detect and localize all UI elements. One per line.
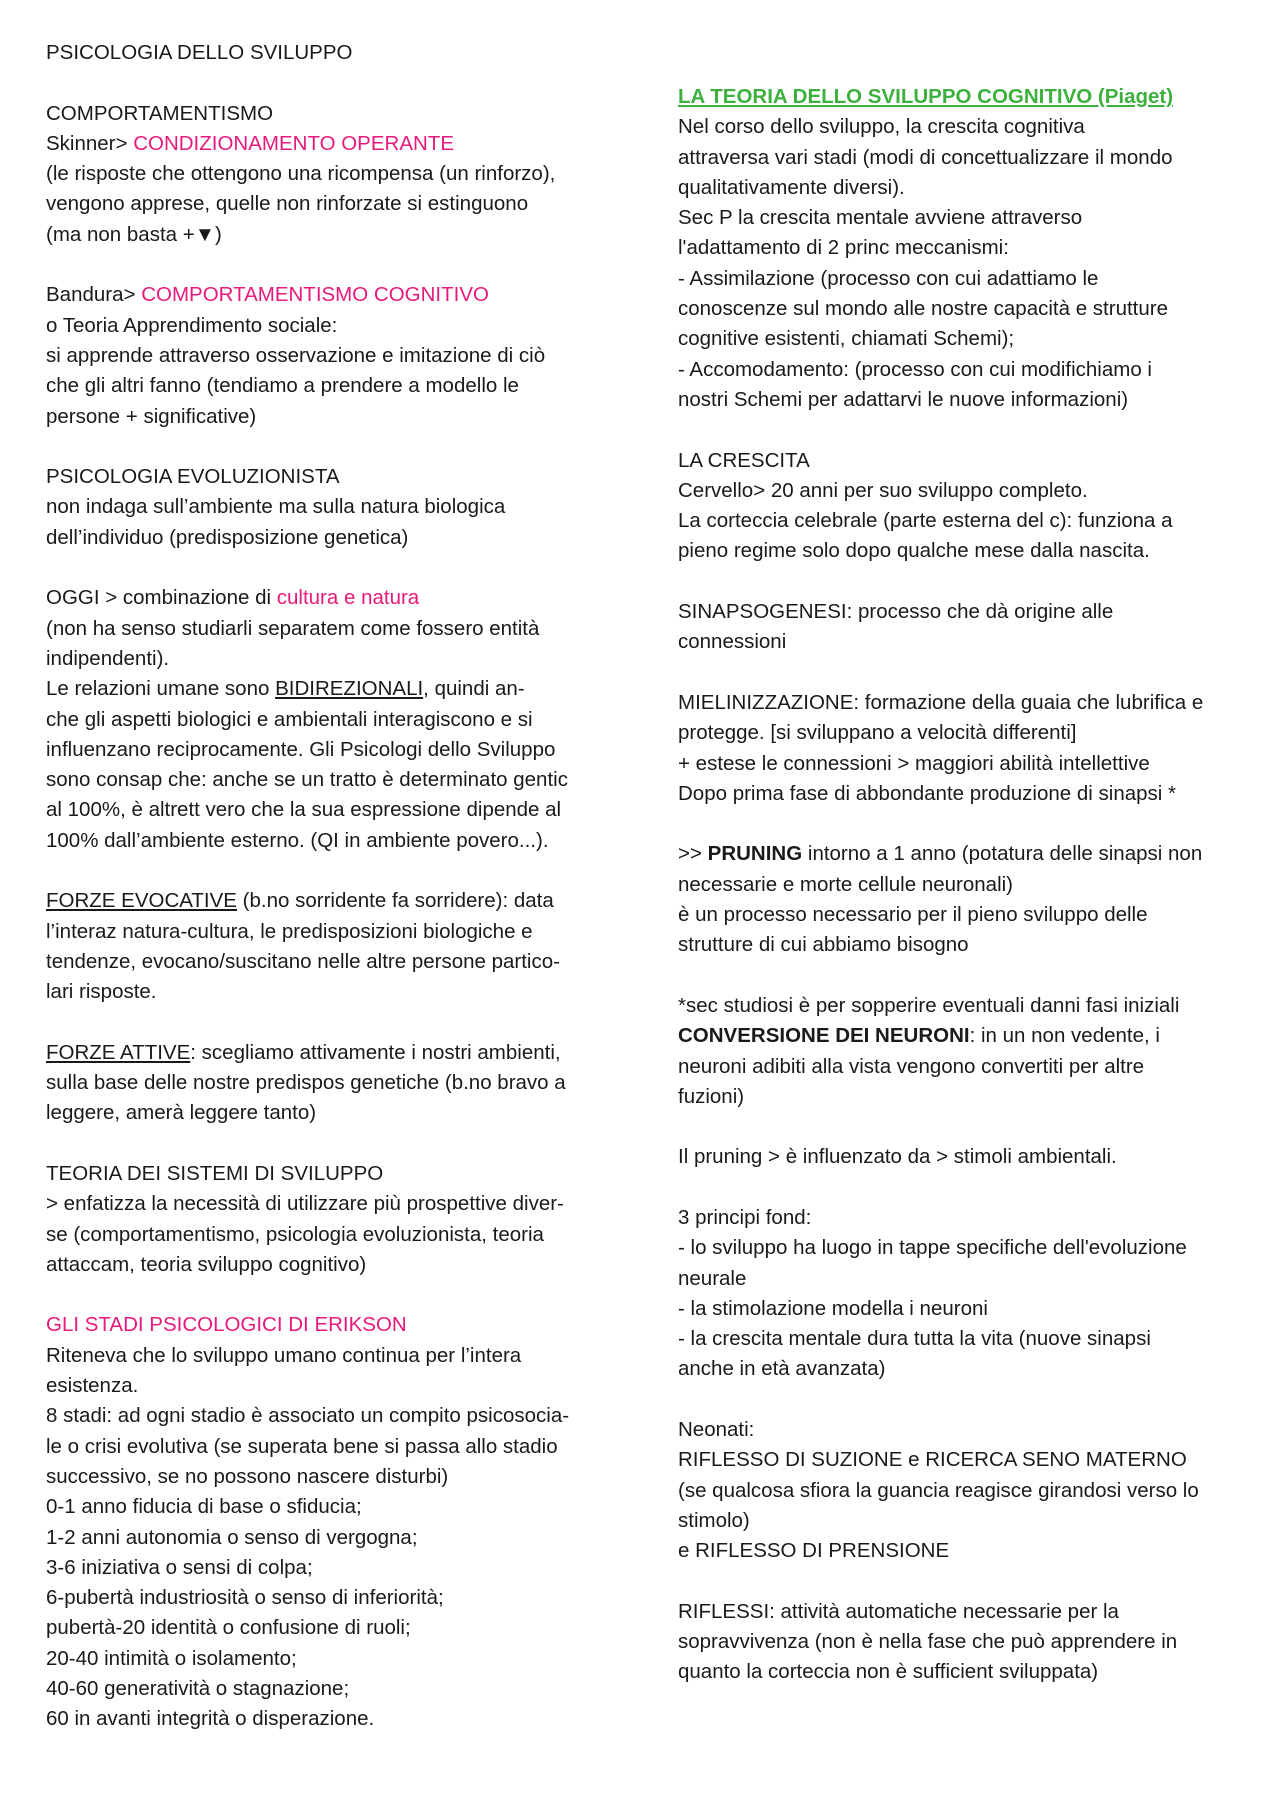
text-line: che gli aspetti biologici e ambientali interagiscono e si: [46, 707, 533, 731]
text-line: vengono apprese, quelle non rinforzate si estinguono: [46, 192, 529, 216]
text-line: Neonati:: [678, 1418, 755, 1442]
text-line: Sec P la crescita mentale avviene attraverso: [678, 206, 1083, 230]
text-line: necessarie e morte cellule neuronali): [678, 872, 1014, 896]
text-line: non indaga sull’ambiente ma sulla natura biologica: [46, 495, 506, 519]
text-line: lari risposte.: [46, 980, 157, 1004]
text-line: - Assimilazione (processo con cui adattiamo le: [678, 266, 1099, 290]
erikson-heading: GLI STADI PSICOLOGICI DI ERIKSON: [46, 1313, 407, 1337]
text-line: neurale: [678, 1266, 747, 1290]
piaget-heading: LA TEORIA DELLO SVILUPPO COGNITIVO (Piaget): [678, 85, 1174, 108]
text-line: connessioni: [678, 630, 787, 654]
text-line: pubertà-20 identità o confusione di ruoli;: [46, 1616, 411, 1640]
text-line: (se qualcosa sfiora la guancia reagisce girandosi verso lo: [678, 1478, 1199, 1502]
text-line: 60 in avanti integrità o disperazione.: [46, 1707, 375, 1731]
text-line: - la crescita mentale dura tutta la vita (nuove sinapsi: [678, 1327, 1151, 1351]
text-line: leggere, amerà leggere tanto): [46, 1101, 317, 1125]
text-line: 100% dall’ambiente esterno. (QI in ambiente povero...).: [46, 828, 549, 852]
text-line: 3-6 iniziativa o sensi di colpa;: [46, 1555, 313, 1579]
text-line: neuroni adibiti alla vista vengono convertiti per altre: [678, 1054, 1145, 1078]
evolutionary-heading: PSICOLOGIA EVOLUZIONISTA: [46, 465, 340, 489]
text-line: sulla base delle nostre predispos genetiche (b.no bravo a: [46, 1071, 566, 1095]
text-line: - lo sviluppo ha luogo in tappe specifiche dell'evoluzione: [678, 1236, 1187, 1260]
behaviorism-heading: COMPORTAMENTISMO: [46, 101, 274, 125]
text-line: 6-pubertà industriosità o senso di inferiorità;: [46, 1586, 444, 1610]
text-line: Cervello> 20 anni per suo sviluppo completo.: [678, 478, 1088, 502]
text-line: Nel corso dello sviluppo, la crescita cognitiva: [678, 115, 1085, 139]
text-line: + estese le connessioni > maggiori abilità intellettive: [678, 751, 1150, 775]
text-line: dell’individuo (predisposizione genetica): [46, 525, 409, 549]
text-line: al 100%, è altrett vero che la sua espressione dipende al: [46, 798, 562, 822]
text-line: qualitativamente diversi).: [678, 175, 905, 199]
text-line: strutture di cui abbiamo bisogno: [678, 933, 969, 957]
text-line: Il pruning > è influenzato da > stimoli ambientali.: [678, 1145, 1117, 1169]
neuron-conversion-term: CONVERSIONE DEI NEURONI: [678, 1024, 970, 1048]
today-line: OGGI > combinazione di cultura e natura: [46, 586, 420, 610]
text-line: (non ha senso studiarli separatem come fossero entità: [46, 616, 540, 640]
text-line: attraversa vari stadi (modi di concettualizzare il mondo: [678, 145, 1173, 169]
text-line: 3 principi fond:: [678, 1205, 812, 1229]
text-line: stimolo): [678, 1508, 750, 1532]
text-line: attaccam, teoria sviluppo cognitivo): [46, 1252, 367, 1276]
text-line: o Teoria Apprendimento sociale:: [46, 313, 338, 337]
text-line: e RIFLESSO DI PRENSIONE: [678, 1539, 950, 1563]
text-line: indipendenti).: [46, 646, 170, 670]
evocative-line: FORZE EVOCATIVE (b.no sorridente fa sorridere): data: [46, 889, 554, 913]
text-line: sopravvivenza (non è nella fase che può apprendere in: [678, 1630, 1178, 1654]
bidirectional-line: Le relazioni umane sono BIDIREZIONALI, quindi an-: [46, 677, 525, 701]
text-line: sono consap che: anche se un tratto è determinato gentic: [46, 768, 568, 792]
active-line: FORZE ATTIVE: scegliamo attivamente i nostri ambienti,: [46, 1040, 561, 1064]
text-line: tendenze, evocano/suscitano nelle altre persone partico-: [46, 949, 560, 973]
text-line: 1-2 anni autonomia o senso di vergogna;: [46, 1525, 418, 1549]
pruning-term: PRUNING: [707, 842, 803, 866]
text-line: anche in età avanzata): [678, 1357, 886, 1381]
systems-heading: TEORIA DEI SISTEMI DI SVILUPPO: [46, 1161, 384, 1185]
bidirectional-term: BIDIREZIONALI: [275, 677, 424, 701]
text-line: nostri Schemi per adattarvi le nuove informazioni): [678, 387, 1129, 411]
text-line: protegge. [si sviluppano a velocità differenti]: [678, 721, 1077, 745]
pruning-line: >> PRUNING intorno a 1 anno (potatura delle sinapsi non: [678, 842, 1203, 866]
operant-conditioning-term: CONDIZIONAMENTO OPERANTE: [133, 131, 455, 155]
active-forces-term: FORZE ATTIVE: [46, 1040, 191, 1064]
text-line: (ma non basta +▼): [46, 222, 222, 246]
text-line: > enfatizza la necessità di utilizzare più prospettive diver-: [46, 1192, 564, 1216]
text-line: persone + significative): [46, 404, 257, 428]
text-line: RIFLESSI: attività automatiche necessarie per la: [678, 1599, 1119, 1623]
document-title: PSICOLOGIA DELLO SVILUPPO: [46, 41, 353, 64]
text-line: che gli altri fanno (tendiamo a prendere a modello le: [46, 374, 519, 398]
text-line: si apprende attraverso osservazione e imitazione di ciò: [46, 343, 546, 367]
text-line: pieno regime solo dopo qualche mese dalla nascita.: [678, 539, 1150, 563]
text-line: successivo, se no possono nascere disturbi): [46, 1464, 449, 1488]
text-line: fuzioni): [678, 1084, 745, 1108]
text-line: 8 stadi: ad ogni stadio è associato un compito psicosocia-: [46, 1404, 570, 1428]
text-line: le o crisi evolutiva (se superata bene si passa allo stadio: [46, 1434, 558, 1458]
text-line: esistenza.: [46, 1374, 139, 1398]
skinner-line: Skinner> CONDIZIONAMENTO OPERANTE: [46, 131, 455, 155]
text-line: Dopo prima fase di abbondante produzione di sinapsi *: [678, 781, 1177, 805]
conversion-line: CONVERSIONE DEI NEURONI: in un non vedente, i: [678, 1024, 1160, 1048]
right-column: [678, 82, 1248, 1688]
text-line: La corteccia celebrale (parte esterna del c): funziona a: [678, 509, 1173, 533]
bandura-line: Bandura> COMPORTAMENTISMO COGNITIVO: [46, 283, 489, 307]
left-column: [46, 38, 616, 1735]
text-line: l’interaz natura-cultura, le predisposizioni biologiche e: [46, 919, 533, 943]
text-line: cognitive esistenti, chiamati Schemi);: [678, 327, 1015, 351]
text-line: - la stimolazione modella i neuroni: [678, 1296, 988, 1320]
text-line: 0-1 anno fiducia di base o sfiducia;: [46, 1495, 362, 1519]
growth-heading: LA CRESCITA: [678, 448, 810, 472]
text-line: RIFLESSO DI SUZIONE e RICERCA SENO MATERNO: [678, 1448, 1187, 1472]
culture-nature-term: cultura e natura: [276, 586, 420, 610]
evocative-forces-term: FORZE EVOCATIVE: [46, 889, 237, 913]
text-line: 40-60 generatività o stagnazione;: [46, 1677, 350, 1701]
text-line: Riteneva che lo sviluppo umano continua per l’intera: [46, 1343, 522, 1367]
text-line: l'adattamento di 2 princ meccanismi:: [678, 236, 1009, 260]
text-line: conoscenze sul mondo alle nostre capacità e strutture: [678, 297, 1168, 321]
text-line: SINAPSOGENESI: processo che dà origine alle: [678, 600, 1114, 624]
text-line: *sec studiosi è per sopperire eventuali danni fasi iniziali: [678, 993, 1180, 1017]
text-line: quanto la corteccia non è sufficient sviluppata): [678, 1660, 1099, 1684]
text-line: MIELINIZZAZIONE: formazione della guaia che lubrifica e: [678, 690, 1204, 714]
text-line: influenzano reciprocamente. Gli Psicologi dello Sviluppo: [46, 737, 556, 761]
text-line: - Accomodamento: (processo con cui modifichiamo i: [678, 357, 1152, 381]
text-line: (le risposte che ottengono una ricompensa (un rinforzo),: [46, 162, 556, 186]
cognitive-behaviorism-term: COMPORTAMENTISMO COGNITIVO: [141, 283, 489, 307]
text-line: è un processo necessario per il pieno sviluppo delle: [678, 903, 1148, 927]
text-line: se (comportamentismo, psicologia evoluzionista, teoria: [46, 1222, 544, 1246]
text-line: 20-40 intimità o isolamento;: [46, 1646, 297, 1670]
